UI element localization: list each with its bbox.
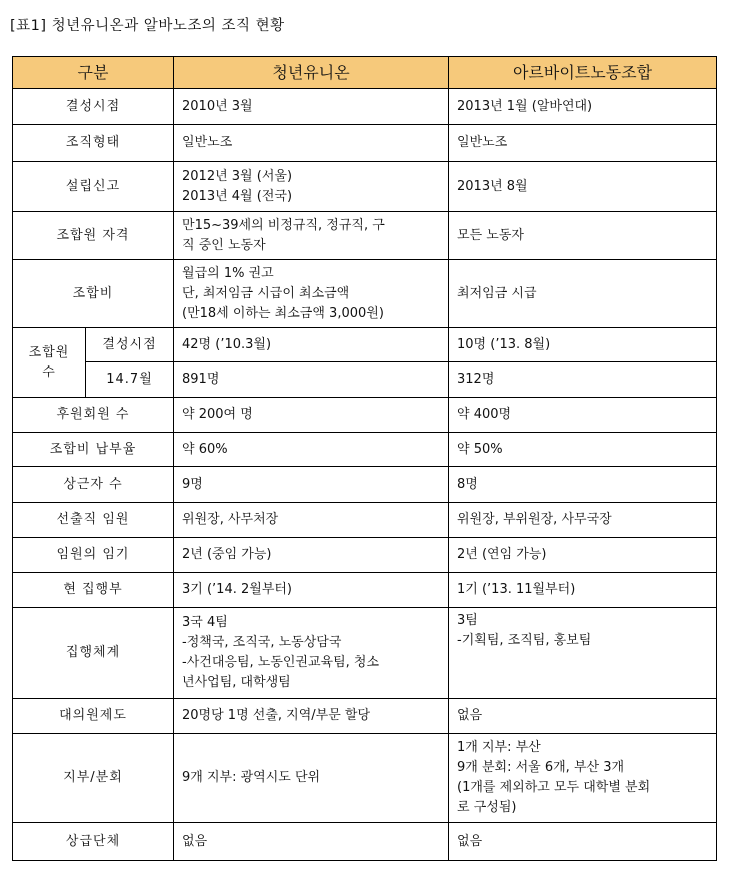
row-sublabel: 14.7월 xyxy=(86,362,174,398)
cell-line: 조합원 xyxy=(28,344,70,360)
row-label xyxy=(13,433,174,467)
cell-line: -정책국, 조직국, 노동상담국 xyxy=(182,635,342,650)
alba-union-cell: 2013년 8월 xyxy=(449,162,717,212)
table-caption: [표1] 청년유니온과 알바노조의 조직 현황 xyxy=(10,18,285,34)
table-row xyxy=(13,503,717,538)
cell-line: -사건대응팀, 노동인권교육팀, 청소 xyxy=(182,655,380,670)
cell-line: 수 xyxy=(42,364,56,380)
youth-union-cell: 위원장, 사무처장 xyxy=(174,503,449,538)
youth-union-cell: 약 60% xyxy=(174,433,449,467)
row-label: 결성시점 xyxy=(13,89,174,125)
alba-union-cell: 최저임금 시급 xyxy=(449,260,717,328)
row-label: 후원회원 수 xyxy=(13,398,174,433)
alba-union-cell: 10명 (’13. 8월) xyxy=(449,328,717,362)
row-sublabel: 결성시점 xyxy=(86,328,174,362)
row-label: 지부/분회 xyxy=(13,734,174,823)
alba-union-cell: 2013년 1월 (알바연대) xyxy=(449,89,717,125)
cell-line: (만18세 이하는 최소금액 3,000원) xyxy=(182,305,384,321)
header-youth-union: 청년유니온 xyxy=(174,57,449,89)
youth-union-cell: 약 200여 명 xyxy=(174,398,449,433)
table-row xyxy=(13,125,717,162)
row-label: 집행체계 xyxy=(13,608,174,699)
youth-union-cell: 42명 (’10.3월) xyxy=(174,328,449,362)
table-row xyxy=(13,433,717,467)
table-row xyxy=(13,362,717,398)
youth-union-cell: 3기 (’14. 2월부터) xyxy=(174,573,449,608)
youth-union-cell xyxy=(174,212,449,260)
youth-union-cell: 일반노조 xyxy=(174,125,449,162)
cell-line: 로 구성됨) xyxy=(457,800,517,815)
youth-union-cell: 891명 xyxy=(174,362,449,398)
alba-union-cell xyxy=(449,734,717,823)
cell-line: 9개 분회: 서울 6개, 부산 3개 xyxy=(457,760,625,775)
cell-line: 년사업팀, 대학생팀 xyxy=(182,675,291,690)
youth-union-cell xyxy=(174,260,449,328)
cell-line: 2013년 4월 (전국) xyxy=(182,188,293,204)
alba-union-cell: 2년 (연임 가능) xyxy=(449,538,717,573)
alba-union-cell: 1기 (’13. 11월부터) xyxy=(449,573,717,608)
alba-union-cell: 8명 xyxy=(449,467,717,503)
youth-union-cell: 20명당 1명 선출, 지역/부문 할당 xyxy=(174,699,449,734)
table-row xyxy=(13,538,717,573)
table-row xyxy=(13,328,717,362)
row-label: 조직형태 xyxy=(13,125,174,162)
alba-union-cell: 위원장, 부위원장, 사무국장 xyxy=(449,503,717,538)
cell-line: 3팀 xyxy=(457,613,478,628)
cell-line: -기획팀, 조직팀, 홍보팀 xyxy=(457,633,592,648)
table-row xyxy=(13,573,717,608)
row-label-text: 조합비 납부율 xyxy=(49,441,137,457)
youth-union-cell: 없음 xyxy=(174,823,449,861)
header-category: 구분 xyxy=(13,57,174,89)
alba-union-cell: 모든 노동자 xyxy=(449,212,717,260)
row-label: 조합비 xyxy=(13,260,174,328)
table-row xyxy=(13,89,717,125)
row-label: 현 집행부 xyxy=(13,573,174,608)
table-row xyxy=(13,162,717,212)
cell-line: (1개를 제외하고 모두 대학별 분회 xyxy=(457,780,651,795)
table-row xyxy=(13,212,717,260)
cell-line: 월급의 1% 권고 xyxy=(182,265,274,281)
youth-union-cell xyxy=(174,162,449,212)
org-status-table xyxy=(12,56,717,861)
cell-line: 2012년 3월 (서울) xyxy=(182,168,293,184)
cell-line: 3국 4팀 xyxy=(182,615,228,630)
table-row xyxy=(13,260,717,328)
youth-union-cell: 2년 (중임 가능) xyxy=(174,538,449,573)
table-row xyxy=(13,734,717,823)
table-row xyxy=(13,699,717,734)
youth-union-cell: 9개 지부: 광역시도 단위 xyxy=(174,734,449,823)
alba-union-cell: 없음 xyxy=(449,823,717,861)
alba-union-cell: 약 400명 xyxy=(449,398,717,433)
row-label: 상급단체 xyxy=(13,823,174,861)
table-row xyxy=(13,398,717,433)
youth-union-cell: 9명 xyxy=(174,467,449,503)
cell-line: 단, 최저임금 시급이 최소금액 xyxy=(182,285,350,301)
row-label: 설립신고 xyxy=(13,162,174,212)
cell-line: 1개 지부: 부산 xyxy=(457,740,541,755)
cell-line: 만15~39세의 비정규직, 정규직, 구 xyxy=(182,217,385,233)
table-row xyxy=(13,823,717,861)
alba-union-cell: 312명 xyxy=(449,362,717,398)
youth-union-cell: 2010년 3월 xyxy=(174,89,449,125)
alba-union-cell: 약 50% xyxy=(449,433,717,467)
row-label: 임원의 임기 xyxy=(13,538,174,573)
table-row xyxy=(13,608,717,699)
header-alba-union: 아르바이트노동조합 xyxy=(449,57,717,89)
row-label: 상근자 수 xyxy=(13,467,174,503)
row-label: 조합원 자격 xyxy=(13,212,174,260)
members-label xyxy=(13,328,86,398)
row-label: 선출직 임원 xyxy=(13,503,174,538)
alba-union-cell: 없음 xyxy=(449,699,717,734)
youth-union-cell xyxy=(174,608,449,699)
alba-union-cell: 일반노조 xyxy=(449,125,717,162)
alba-union-cell xyxy=(449,608,717,699)
table-row xyxy=(13,467,717,503)
row-label: 대의원제도 xyxy=(13,699,174,734)
header-row xyxy=(13,57,717,89)
cell-line: 직 중인 노동자 xyxy=(182,237,266,253)
